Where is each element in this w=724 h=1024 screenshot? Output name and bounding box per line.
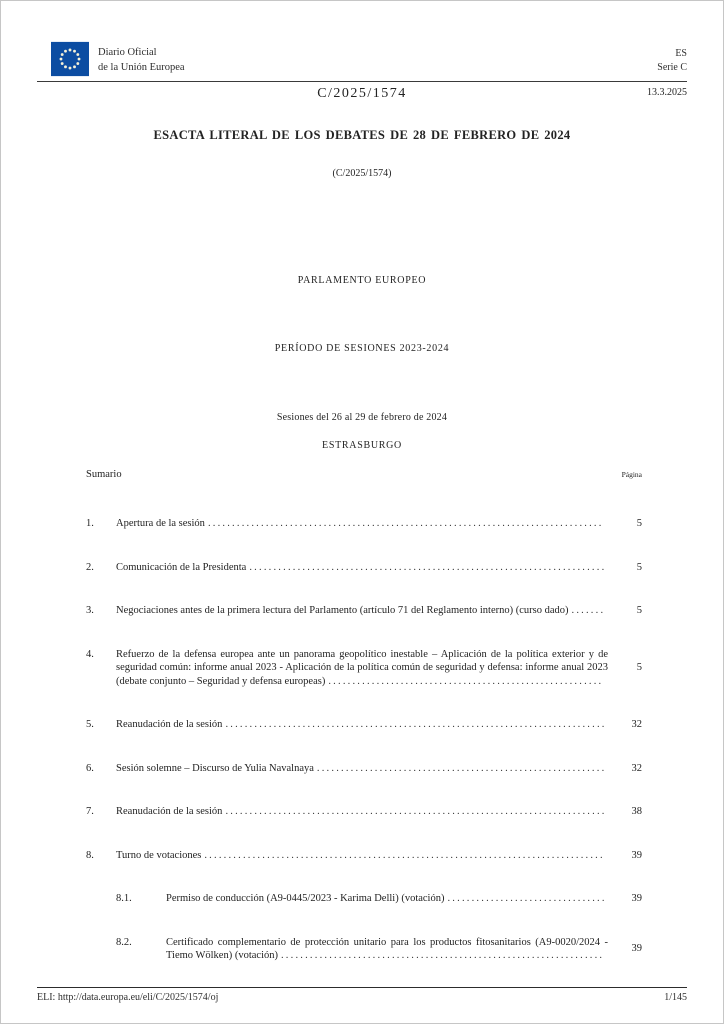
toc-item-page: 39 bbox=[631, 893, 642, 904]
toc-item-text bbox=[166, 892, 608, 906]
toc-item-label: Apertura de la sesión bbox=[116, 518, 205, 529]
eli-link[interactable]: ELI: http://data.europa.eu/eli/C/2025/1574/oj bbox=[37, 992, 219, 1003]
toc-item-number: 5. bbox=[86, 719, 94, 730]
toc-item-text bbox=[116, 718, 608, 732]
toc-row[interactable] bbox=[86, 936, 642, 963]
toc-item-label: Comunicación de la Presidenta bbox=[116, 561, 247, 573]
toc-item-label: Reanudación de la sesión bbox=[116, 806, 223, 817]
toc-item-number: 8.1. bbox=[116, 893, 132, 904]
toc-leader-dots: ................................. bbox=[447, 893, 607, 904]
toc-item-label: Turno de votaciones bbox=[116, 849, 202, 861]
toc-leader-dots: .................................................................................. bbox=[207, 518, 604, 529]
eu-flag-icon bbox=[51, 41, 89, 77]
language-code: ES bbox=[675, 48, 687, 59]
toc-item-page: 32 bbox=[631, 762, 642, 774]
toc-item-label: Sesión solemne – Discurso de Yulia Navalnaya bbox=[116, 762, 314, 774]
page-indicator: 1/145 bbox=[664, 992, 687, 1003]
toc-row[interactable] bbox=[86, 517, 642, 531]
document-subtitle: (C/2025/1574) bbox=[332, 168, 392, 179]
toc-row[interactable] bbox=[86, 849, 642, 863]
toc-item-page: 32 bbox=[631, 719, 642, 730]
session-dates: Sesiones del 26 al 29 de febrero de 2024 bbox=[276, 412, 448, 423]
toc-item-number: 2. bbox=[86, 561, 94, 573]
toc-leader-dots: ............................................................ bbox=[316, 762, 607, 774]
toc-title: Sumario bbox=[86, 469, 122, 480]
toc-item-number: 4. bbox=[86, 648, 94, 660]
toc-row[interactable] bbox=[86, 561, 642, 575]
toc-item-number: 1. bbox=[86, 518, 94, 529]
toc-item-label: Certificado complementario de protección unitario para los productos fitosanitarios (A9-0020/2024 - Tiemo Wölken) (votación) bbox=[166, 936, 608, 961]
toc-list bbox=[86, 517, 642, 963]
toc-item-label: Refuerzo de la defensa europea ante un panorama geopolítico inestable – Aplicación de la política exterior y de seguridad común: informe anual 2023 - Aplicación de la política común de seguridad y defensa: informe anual 2023 (debate conjunto – Seguridad y defensa europeas) bbox=[116, 648, 608, 687]
journal-header bbox=[37, 41, 687, 77]
toc-item-text bbox=[116, 849, 608, 863]
toc-item-label: Reanudación de la sesión bbox=[116, 719, 223, 730]
toc-row[interactable] bbox=[86, 805, 642, 819]
toc-item-page: 39 bbox=[631, 849, 642, 861]
toc-header bbox=[86, 469, 642, 480]
toc-item-page: 5 bbox=[636, 561, 642, 573]
toc-item-number: 8. bbox=[86, 849, 94, 861]
toc-item-page: 5 bbox=[636, 518, 642, 529]
toc-item-text bbox=[116, 648, 608, 689]
toc-page-column-label: Página bbox=[621, 470, 642, 479]
toc-item-text bbox=[116, 805, 608, 819]
toc-item-number: 8.2. bbox=[116, 936, 132, 948]
masthead bbox=[51, 41, 185, 77]
publication-date: 13.3.2025 bbox=[647, 87, 687, 98]
toc-item-page: 39 bbox=[631, 943, 642, 955]
toc-row[interactable] bbox=[86, 892, 642, 906]
toc-item-text bbox=[116, 517, 608, 531]
document-number: C/2025/1574 bbox=[317, 86, 407, 101]
toc-row[interactable] bbox=[86, 762, 642, 776]
document-title: ESACTA LITERAL DE LOS DEBATES DE 28 DE FEBRERO DE 2024 bbox=[153, 128, 571, 142]
toc-item-page: 5 bbox=[636, 662, 642, 673]
toc-item-page: 5 bbox=[636, 605, 642, 616]
toc-item-page: 38 bbox=[631, 806, 642, 817]
toc-item-text bbox=[116, 561, 608, 575]
toc-row[interactable] bbox=[86, 648, 642, 689]
toc-leader-dots: ............................................................................... bbox=[225, 806, 607, 817]
series-label: Serie C bbox=[657, 62, 687, 73]
toc-item-label: Negociaciones antes de la primera lectura del Parlamento (artículo 71 del Reglamento interno) (curso dado) bbox=[116, 605, 569, 616]
toc-item-number: 3. bbox=[86, 605, 94, 616]
masthead-title bbox=[98, 41, 185, 77]
institution-name: PARLAMENTO EUROPEO bbox=[297, 275, 427, 286]
toc-item-number: 6. bbox=[86, 762, 94, 774]
toc-item-text bbox=[116, 762, 608, 776]
toc-leader-dots: ......................................................... bbox=[328, 675, 604, 687]
session-city: ESTRASBURGO bbox=[322, 440, 402, 451]
toc-item-number: 7. bbox=[86, 806, 94, 817]
toc-item-label: Permiso de conducción (A9-0445/2023 - Karima Delli) (votación) bbox=[166, 893, 445, 904]
toc-leader-dots: ............................................................................... bbox=[225, 719, 607, 730]
toc-leader-dots: ....... bbox=[571, 605, 606, 616]
session-period: PERÍODO DE SESIONES 2023-2024 bbox=[274, 343, 450, 354]
toc-leader-dots: ................................................................................... bbox=[204, 849, 605, 861]
toc-leader-dots: ................................................................... bbox=[280, 950, 605, 961]
toc-item-text bbox=[116, 604, 608, 618]
header-right bbox=[657, 41, 687, 75]
toc-row[interactable] bbox=[86, 718, 642, 732]
toc-leader-dots: .......................................................................... bbox=[249, 561, 607, 573]
toc-item-text bbox=[166, 936, 608, 963]
masthead-title-line2: de la Unión Europea bbox=[98, 62, 185, 73]
header-rule bbox=[37, 81, 687, 82]
page-footer bbox=[37, 987, 687, 1003]
toc-row[interactable] bbox=[86, 604, 642, 618]
masthead-title-line1: Diario Oficial bbox=[98, 47, 157, 58]
